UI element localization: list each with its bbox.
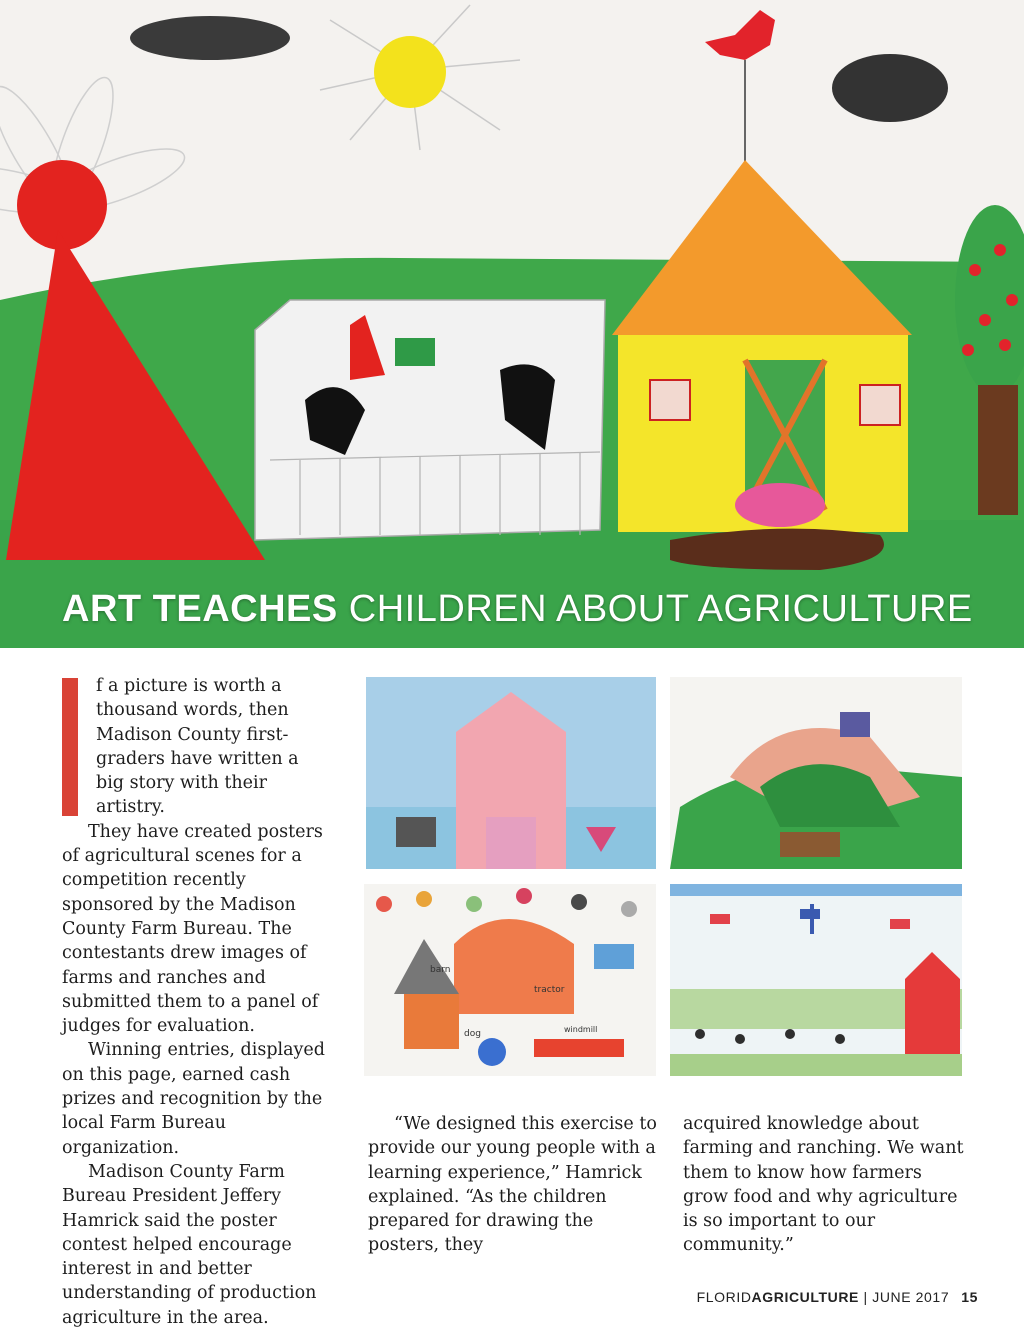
- window-left: [650, 380, 690, 420]
- article-column-right: [683, 1112, 967, 1258]
- label-barn: barn: [430, 965, 451, 975]
- label-windmill: windmill: [564, 1025, 598, 1034]
- hero-drawing: [0, 0, 1024, 648]
- paragraph-6: acquired knowledge about farming and ranching. We want them to know how farmers grow food and why agriculture is so important to our community.”: [683, 1114, 964, 1256]
- headline-light: CHILDREN ABOUT AGRICULTURE: [348, 588, 973, 630]
- hero-drawing-art: [0, 0, 1024, 648]
- article-column-left: [62, 674, 326, 1330]
- label-tractor: tractor: [534, 985, 565, 995]
- magazine-name-light: FLORID: [696, 1289, 752, 1305]
- article-column-middle: [368, 1112, 660, 1258]
- blue-tractor: [594, 944, 634, 969]
- sun: [374, 36, 446, 108]
- tree-trunk: [978, 385, 1018, 515]
- green-box: [395, 338, 435, 366]
- window-right: [860, 385, 900, 425]
- blue-dog: [478, 1038, 506, 1066]
- paragraph-4: Madison County Farm Bureau President Jeffery Hamrick said the poster contest helped encourage interest in and better understanding of production agriculture in the area.: [62, 1161, 317, 1328]
- issue-date: | JUNE 2017: [859, 1289, 950, 1305]
- red-barn: [454, 919, 574, 1014]
- small-truck: [840, 712, 870, 737]
- winning-drawing-4: [670, 884, 962, 1076]
- paragraph-3: Winning entries, displayed on this page, earned cash prizes and recognition by the local Farm Bureau organization.: [62, 1040, 325, 1158]
- cloud-left: [130, 16, 290, 60]
- paragraph-1: f a picture is worth a thousand words, then Madison County first-graders have written a big story with their artistry.: [96, 676, 299, 818]
- cloud-right: [832, 54, 948, 122]
- cat-figure: [396, 817, 436, 847]
- article-headline: [62, 588, 973, 631]
- winning-drawing-1: [366, 677, 656, 869]
- paragraph-2: They have created posters of agricultural scenes for a competition recently sponsored by the Madison County Farm Bureau. The contestants drew images of farms and ranches and submitted them to a panel of judges for evaluation.: [62, 821, 323, 1037]
- winning-drawing-2: [670, 677, 962, 869]
- label-dog: dog: [464, 1029, 481, 1039]
- headline-bold: ART TEACHES: [62, 588, 338, 630]
- pig: [735, 483, 825, 527]
- page-footer: [697, 1289, 978, 1305]
- page-number: 15: [961, 1289, 978, 1305]
- paragraph-5: “We designed this exercise to provide our young people with a learning experience,” Hamrick explained. “As the children prepared for drawing the posters, they: [368, 1114, 657, 1256]
- dropcap: [62, 678, 78, 816]
- magazine-name-bold: AGRICULTURE: [751, 1289, 859, 1305]
- winning-drawing-3: [364, 884, 656, 1076]
